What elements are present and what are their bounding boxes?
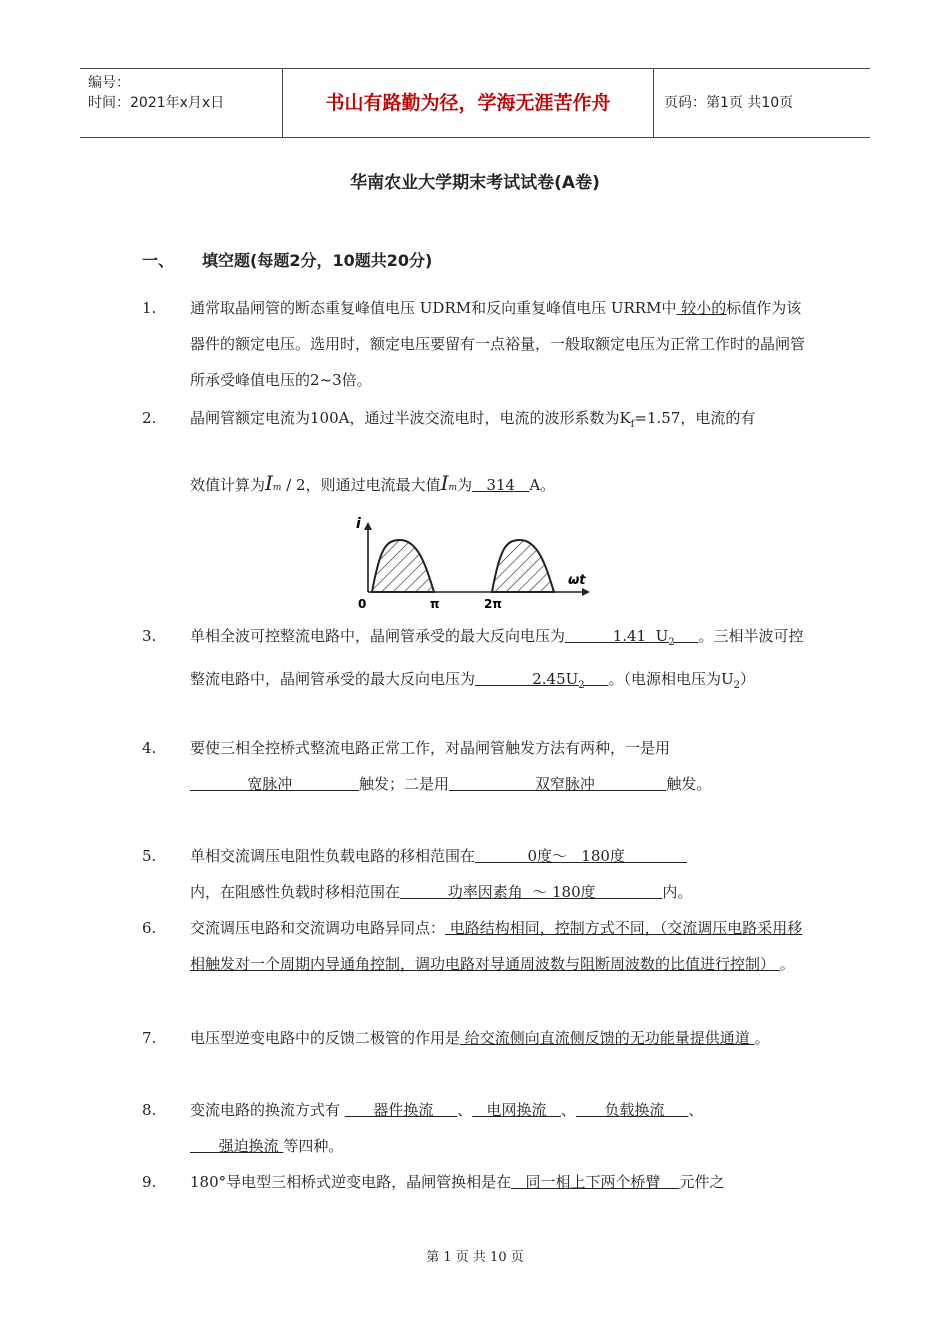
header-motto: 书山有路勤为径，学海无涯苦作舟: [282, 69, 654, 137]
answer-blank: 电网换流: [472, 1101, 561, 1119]
question-text: 元件之: [679, 1173, 725, 1191]
question-text: 。三相半波可控整流电路中，晶闸管承受的最大反向电压为: [190, 627, 804, 688]
separator: 、: [688, 1101, 704, 1119]
time-label: 时间：2021年x月x日: [88, 95, 225, 111]
question-text: =1.57，电流的有: [634, 409, 756, 427]
question-number: 5.: [142, 847, 157, 865]
answer-blank: 1.41 $U_2$: [565, 627, 675, 648]
tick-0: 0: [358, 597, 367, 610]
separator: 、: [457, 1101, 473, 1119]
half-wave-2: [492, 540, 554, 592]
answer-blank: 同一相上下两个桥臂: [511, 1173, 680, 1191]
question-number: 8.: [142, 1101, 157, 1119]
question-text: 标值作为该器件的额定电压。选用时，额定电压要留有一点裕量，一般取额定电压为正常工作时的晶闸管所承受峰值电压的2~3倍。: [190, 299, 806, 389]
answer-blank: 双窄脉冲: [449, 775, 667, 793]
half-wave-1: [372, 540, 434, 592]
question-text: 要使三相全控桥式整流电路正常工作，对晶闸管触发方法有两种，一是用: [190, 739, 671, 757]
answer-blank: 器件换流: [344, 1101, 458, 1119]
x-axis-arrow: [582, 588, 590, 596]
exam-title: 华南农业大学期末考试试卷(A卷): [350, 173, 600, 193]
section-heading: [142, 248, 432, 271]
question-text: ）: [740, 670, 756, 688]
question-text: 通常取晶闸管的断态重复峰值电压 UDRM和反向重复峰值电压 URRM中: [190, 299, 677, 317]
question-text: ，则通过电流最大值: [305, 476, 441, 494]
y-axis-arrow: [364, 522, 372, 530]
question-text: 180°导电型三相桥式逆变电路，晶闸管换相是在: [190, 1173, 512, 1191]
question-text: 内，在阻感性负载时移相范围在: [190, 883, 401, 901]
question-text: 交流调压电路和交流调功电路异同点：: [190, 919, 446, 937]
code-label: 编号：: [88, 75, 130, 91]
question-text: 。（电源相电压为U: [608, 670, 734, 688]
answer-blank: 功率因素角 ～ 180度: [400, 883, 663, 901]
separator: 、: [560, 1101, 576, 1119]
waveform-figure: [350, 510, 600, 610]
question-number: 9.: [142, 1173, 157, 1191]
question-text: 电压型逆变电路中的反馈二极管的作用是: [190, 1029, 461, 1047]
question-text: 。: [754, 1029, 770, 1047]
question-6: [142, 910, 812, 982]
question-5: [142, 838, 812, 910]
x-axis-label: ωt: [568, 573, 586, 588]
question-number: 4.: [142, 739, 157, 757]
tick-2pi: 2π: [484, 597, 502, 610]
answer-blank: 负载换流: [575, 1101, 689, 1119]
question-number: 1.: [142, 299, 157, 317]
answer-blank: 宽脉冲: [190, 775, 359, 793]
question-7: [142, 1020, 812, 1056]
question-2: [142, 400, 812, 506]
header-table: [80, 68, 870, 138]
question-1: [142, 290, 812, 398]
y-axis-label: i: [356, 516, 361, 532]
question-3: [142, 618, 812, 704]
tick-pi: π: [430, 597, 440, 610]
answer-blank: $2.45U_2$: [475, 670, 585, 691]
question-text: 变流电路的换流方式有: [190, 1101, 345, 1119]
header-page-info: 页码：第1页 共10页: [664, 95, 794, 111]
question-text: 触发。: [666, 775, 712, 793]
question-text: 单相全波可控整流电路中，晶闸管承受的最大反向电压为: [190, 627, 566, 645]
question-number: 3.: [142, 627, 157, 645]
question-number: 2.: [142, 409, 157, 427]
question-8: [142, 1092, 812, 1164]
unit-text: A。: [529, 476, 556, 494]
question-4: [142, 730, 812, 802]
question-text: 晶闸管额定电流为100A，通过半波交流电时，电流的波形系数为K: [190, 409, 631, 427]
section-label: 填空题(每题2分，10题共20分): [202, 251, 433, 270]
answer-blank: 强迫换流: [190, 1137, 284, 1155]
formula-im: Im / 2: [265, 471, 306, 495]
answer-blank: 较小的: [676, 299, 727, 317]
question-text: 效值计算为: [190, 476, 266, 494]
subscript: 2: [733, 680, 741, 691]
question-text: 内。: [662, 883, 693, 901]
question-9: [142, 1164, 812, 1200]
question-text: 单相交流调压电阻性负载电路的移相范围在: [190, 847, 476, 865]
question-number: 7.: [142, 1029, 157, 1047]
page-footer: 第 1 页 共 10 页: [426, 1250, 524, 1265]
formula-im-max: Im: [440, 471, 458, 495]
answer-blank: 0度～ 180度: [475, 847, 687, 865]
answer-blank: 314: [472, 476, 530, 494]
question-text: 等四种。: [283, 1137, 344, 1155]
question-number: 6.: [142, 919, 157, 937]
question-text: 为: [457, 476, 473, 494]
question-text: 。: [779, 955, 795, 973]
answer-blank: 电路结构相同，控制方式不同，（交流调压电路采用移相触发对一个周期内导通角控制，调功电路对导通周波数与阻断周波数的比值进行控制）: [190, 919, 803, 973]
question-text: 触发；二是用: [358, 775, 449, 793]
header-meta: [80, 69, 282, 137]
answer-blank: 给交流侧向直流侧反馈的无功能量提供通道: [460, 1029, 755, 1047]
section-number: 一、: [142, 251, 175, 270]
subscript: f: [630, 419, 635, 430]
